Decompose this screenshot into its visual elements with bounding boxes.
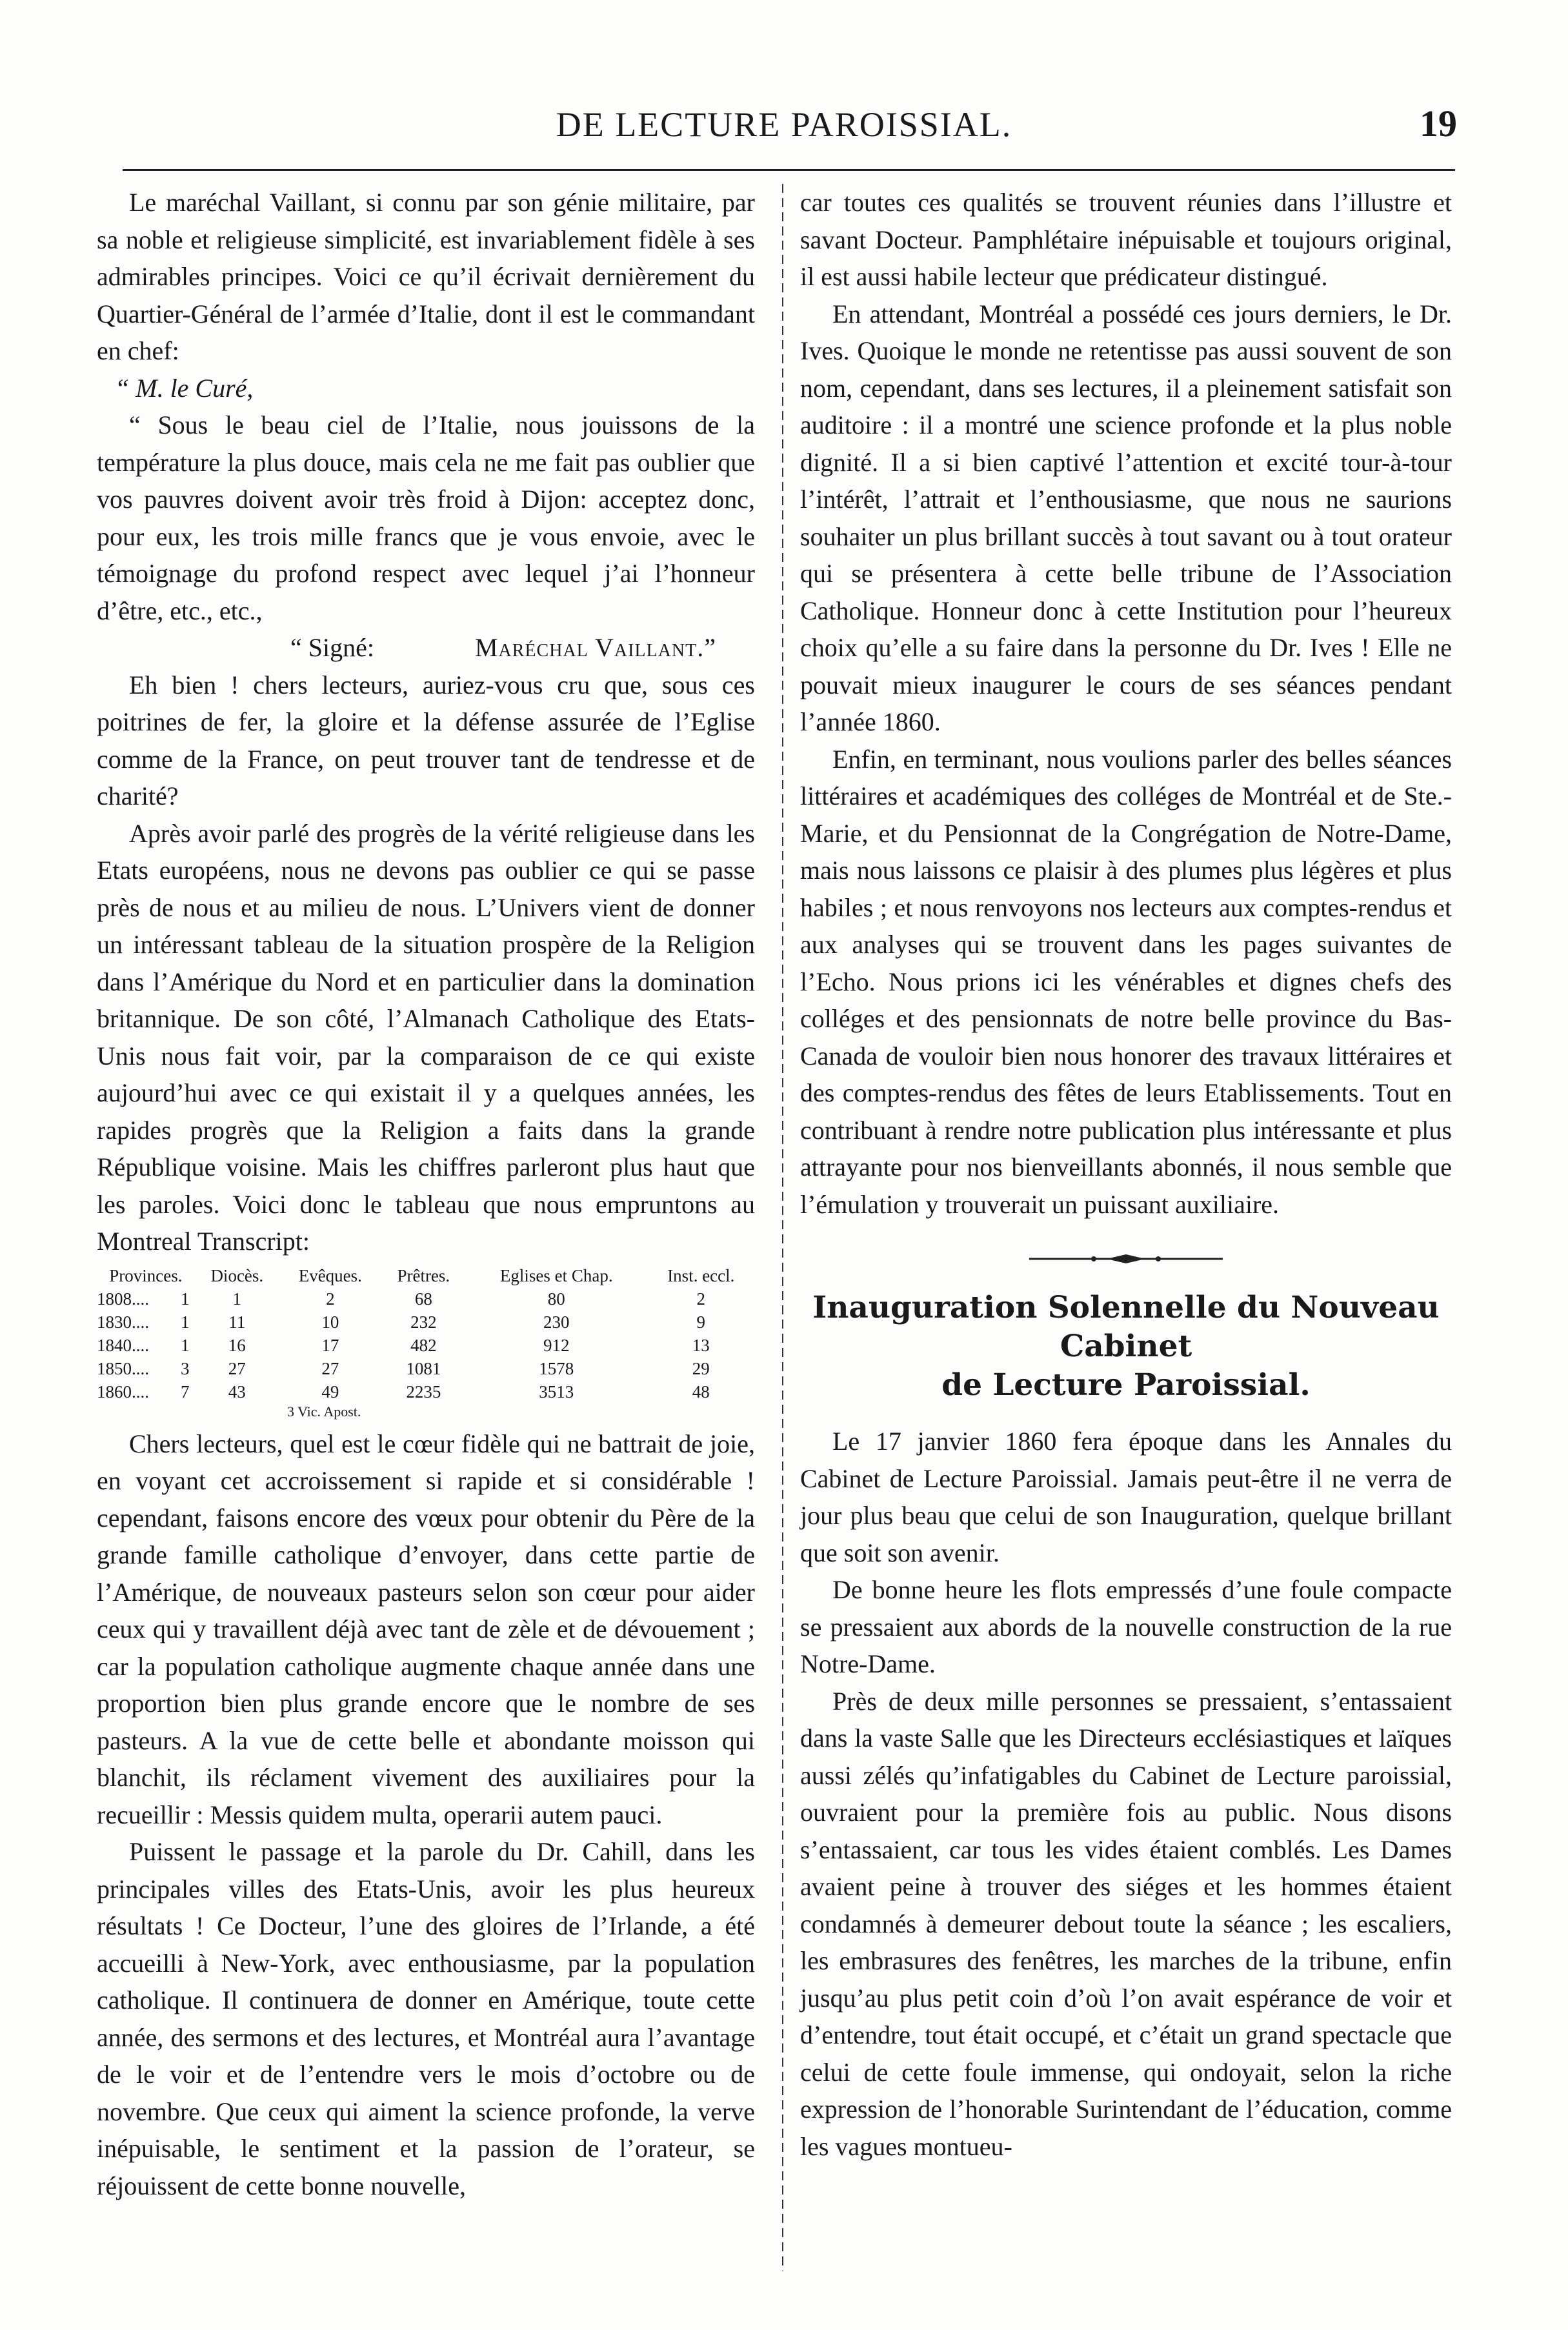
section-heading bbox=[800, 1289, 1452, 1405]
header-rule bbox=[123, 169, 1455, 171]
paragraph: Le 17 janvier 1860 fera époque dans les Annales du Cabinet de Lecture Paroissial. Jamais peut-être il ne verra de jour plus beau que celui de son Inauguration, quelque brillant que soit son avenir. bbox=[800, 1427, 1452, 1567]
table-cell: 13 bbox=[692, 1335, 710, 1355]
signature-name: Maréchal Vaillant.” bbox=[474, 633, 716, 662]
table-cell: 2235 bbox=[406, 1381, 441, 1401]
table-cell: 1 bbox=[181, 1312, 190, 1332]
table-cell: 9 bbox=[696, 1312, 706, 1332]
paragraph: Eh bien ! chers lecteurs, auriez-vous cru que, sous ces poitrines de fer, la gloire et la défense assurée de l’Eglise comme de la France, on peut trouver tant de tendresse et de charité? bbox=[97, 670, 755, 810]
table-note: 3 Vic. Apost. bbox=[287, 1403, 361, 1420]
table-cell: 1830.... bbox=[97, 1312, 149, 1332]
table-row bbox=[97, 1380, 755, 1403]
table-cell: 49 bbox=[321, 1381, 339, 1401]
table-cell: 1860.... bbox=[97, 1381, 149, 1401]
table-row bbox=[97, 1357, 755, 1380]
page-number: 19 bbox=[1420, 103, 1457, 145]
ornament-rule-icon bbox=[1029, 1252, 1223, 1265]
table-cell: 27 bbox=[321, 1358, 339, 1378]
table-cell: 48 bbox=[692, 1381, 710, 1401]
table-cell: 10 bbox=[321, 1312, 339, 1332]
left-column bbox=[97, 184, 755, 2204]
table-cell: 1081 bbox=[406, 1358, 441, 1378]
table-cell: 1 bbox=[181, 1289, 190, 1309]
paragraph: Le maréchal Vaillant, si connu par son génie militaire, par sa noble et religieuse simplicité, est invariablement fidèle à ses admirables principes. Voici ce qu’il écrivait dernièrement du Quartier-Général de l’armée d’Italie, dont il est le commandant en chef: bbox=[97, 188, 755, 365]
paragraph: Puissent le passage et la parole du Dr. Cahill, dans les principales villes des Etats-Unis, avoir les plus heureux résultats ! Ce Docteur, l’une des gloires de l’Irlande, a été accueilli à New-York, avec enthousiasme, par la population catholique. Il continuera de donner en Amérique, toute cette année, des sermons et des lectures, et Montréal aura l’avantage de le voir et de l’entendre vers le mois d’octobre ou de novembre. Que ceux qui aiment la science profonde, la verve inépuisable, le sentiment et la passion de l’orateur, se réjouissent de cette bonne nouvelle, bbox=[97, 1837, 755, 2200]
signature-label: “ Signé: bbox=[290, 633, 374, 662]
page-header bbox=[97, 97, 1471, 155]
table-cell: 482 bbox=[410, 1335, 437, 1355]
table-row bbox=[97, 1311, 755, 1334]
table-cell: 230 bbox=[543, 1312, 570, 1332]
column-divider bbox=[782, 184, 783, 2271]
table-cell: 27 bbox=[228, 1358, 246, 1378]
paragraph: Chers lecteurs, quel est le cœur fidèle qui ne battrait de joie, en voyant cet accroissement si rapide et si considérable ! cependant, faisons encore des vœux pour obtenir du Père de la grande famille catholique d’envoyer, dans cette partie de l’Amérique, de nouveaux pasteurs selon son cœur pour aider ceux qui y travaillent déjà avec tant de zèle et de dévouement ; car la population catholique augmente chaque année dans une proportion bien plus grande encore que le nombre de ses pasteurs. A la vue de cette belle et abondante moisson qui blanchit, ils réclament vivement des auxiliaires pour la recueillir : Messis quidem multa, operarii autem pauci. bbox=[97, 1429, 755, 1829]
table-cell: 7 bbox=[181, 1381, 190, 1401]
table-row bbox=[97, 1334, 755, 1357]
table-cell: 1840.... bbox=[97, 1335, 149, 1355]
paragraph: Après avoir parlé des progrès de la vérité religieuse dans les Etats européens, nous ne devons pas oublier ce qui se passe près de nous et au milieu de nous. L’Univers vient de donner un intéressant tableau de la situation prospère de la Religion dans l’Amérique du Nord et en particulier dans la domination britannique. De son côté, l’Almanach Catholique des Etats-Unis nous fait voir, par la comparaison de ce qui existe aujourd’hui avec ce qui existait il y a quelques années, les rapides progrès que la Religion a faits dans la grande République voisine. Mais les chiffres parleront plus haut que les paroles. Voici donc le tableau que nous empruntons au Montreal Transcript: bbox=[97, 818, 755, 1256]
table-cell: 3513 bbox=[539, 1381, 574, 1401]
statistics-table bbox=[97, 1264, 755, 1420]
table-cell: 11 bbox=[228, 1312, 246, 1332]
letter-body: “ Sous le beau ciel de l’Italie, nous jouissons de la température la plus douce, mais cela ne me fait pas oublier que vos pauvres doivent avoir très froid à Dijon: acceptez donc, pour eux, les trois mille francs que je vous envoie, avec le témoignage du profond respect avec lequel j’ai l’honneur d’être, etc., etc., bbox=[97, 410, 755, 625]
table-cell: 232 bbox=[410, 1312, 437, 1332]
section-heading-line: Inauguration Solennelle du Nouveau Cabinet bbox=[812, 1290, 1440, 1364]
table-cell: 43 bbox=[228, 1381, 246, 1401]
table-header: Eglises et Chap. bbox=[499, 1265, 613, 1285]
table-cell: 1850.... bbox=[97, 1358, 149, 1378]
table-cell: 2 bbox=[696, 1289, 706, 1309]
table-header: Evêques. bbox=[298, 1265, 362, 1285]
salutation-text: “ M. le Curé, bbox=[115, 373, 254, 403]
paragraph: De bonne heure les flots empressés d’une foule compacte se pressaient aux abords de la nouvelle construction de la rue Notre-Dame. bbox=[800, 1575, 1452, 1678]
table-row bbox=[97, 1287, 755, 1311]
section-heading-line: de Lecture Paroissial. bbox=[941, 1367, 1311, 1403]
table-cell: 912 bbox=[543, 1335, 570, 1355]
table-cell: 1 bbox=[232, 1289, 242, 1309]
table-header: Provinces. bbox=[109, 1265, 183, 1285]
section-ornament bbox=[800, 1246, 1452, 1272]
paragraph: Près de deux mille personnes se pressaient, s’entassaient dans la vaste Salle que les Directeurs ecclésiastiques et laïques aussi zélés qu’infatigables du Cabinet de Lecture paroissial, ouvraient pour la première fois au public. Nous disons s’entassaient, car tous les vides étaient comblés. Les Dames avaient peine à trouver des siéges et les hommes étaient condamnés à demeurer debout toute la séance ; les escaliers, les embrasures des fenêtres, les marches de la tribune, enfin jusqu’au plus petit coin d’où l’on avait espérance de voir et d’entendre, tout était occupé, et c’était un grand spectacle que celui de cette foule immense, qui ondoyait, selon la riche expression de l’honorable Surintendant de l’éducation, comme les vagues montueu- bbox=[800, 1686, 1452, 2161]
letter-salutation bbox=[97, 370, 755, 407]
table-cell: 80 bbox=[547, 1289, 565, 1309]
paragraph: car toutes ces qualités se trouvent réunies dans l’illustre et savant Docteur. Pamphlétaire inépuisable et toujours original, il est aussi habile lecteur que prédicateur distingué. bbox=[800, 188, 1452, 291]
table-cell: 1808.... bbox=[97, 1289, 149, 1309]
table-header: Prêtres. bbox=[397, 1265, 450, 1285]
running-title: DE LECTURE PAROISSIAL. bbox=[556, 105, 1012, 144]
table-cell: 1578 bbox=[539, 1358, 574, 1378]
table-cell: 29 bbox=[692, 1358, 710, 1378]
signature-line bbox=[97, 629, 755, 667]
table-header-row bbox=[97, 1264, 755, 1287]
table-cell: 2 bbox=[326, 1289, 335, 1309]
paragraph: Enfin, en terminant, nous voulions parler des belles séances littéraires et académiques des colléges de Montréal et de Ste.-Marie, et du Pensionnat de la Congrégation de Notre-Dame, mais nous laissons ce plaisir à des plumes plus légères et plus habiles ; et nous renvoyons nos lecteurs aux comptes-rendus et aux analyses qui se trouvent dans les pages suivantes de l’Echo. Nous prions ici les vénérables et dignes chefs des colléges et des pensionnats de notre belle province du Bas-Canada de vouloir bien nous honorer des travaux littéraires et des comptes-rendus des fêtes de leurs Etablissements. Tout en contribuant à rendre notre publication plus intéressante et plus attrayante pour nos bienveillants abonnés, il nous semble que l’émulation y trouverait un puissant auxiliaire. bbox=[800, 744, 1452, 1219]
table-cell: 3 bbox=[181, 1358, 190, 1378]
paragraph: En attendant, Montréal a possédé ces jours derniers, le Dr. Ives. Quoique le monde ne retentisse pas aussi souvent de son nom, cependant, dans ses lectures, il a pleinement satisfait son auditoire : il a montré une science profonde et la plus noble dignité. Il a si bien captivé l’attention et excité tour-à-tour l’intérêt, l’attrait et l’enthousiasme, que nous ne saurions souhaiter un plus brillant succès à tout savant ou à tout orateur qui se présentera à cette belle tribune de l’Association Catholique. Honneur donc à cette Institution pour l’heureux choix qu’elle a su faire dans la personne du Dr. Ives ! Elle ne pouvait mieux inaugurer le cours de ses séances pendant l’année 1860. bbox=[800, 299, 1452, 736]
table-header: Diocès. bbox=[210, 1265, 264, 1285]
table-cell: 16 bbox=[228, 1335, 246, 1355]
table-cell: 68 bbox=[414, 1289, 432, 1309]
table-cell: 17 bbox=[321, 1335, 339, 1355]
table-cell: 1 bbox=[181, 1335, 190, 1355]
table-header: Inst. eccl. bbox=[667, 1265, 735, 1285]
right-column bbox=[800, 184, 1452, 2165]
